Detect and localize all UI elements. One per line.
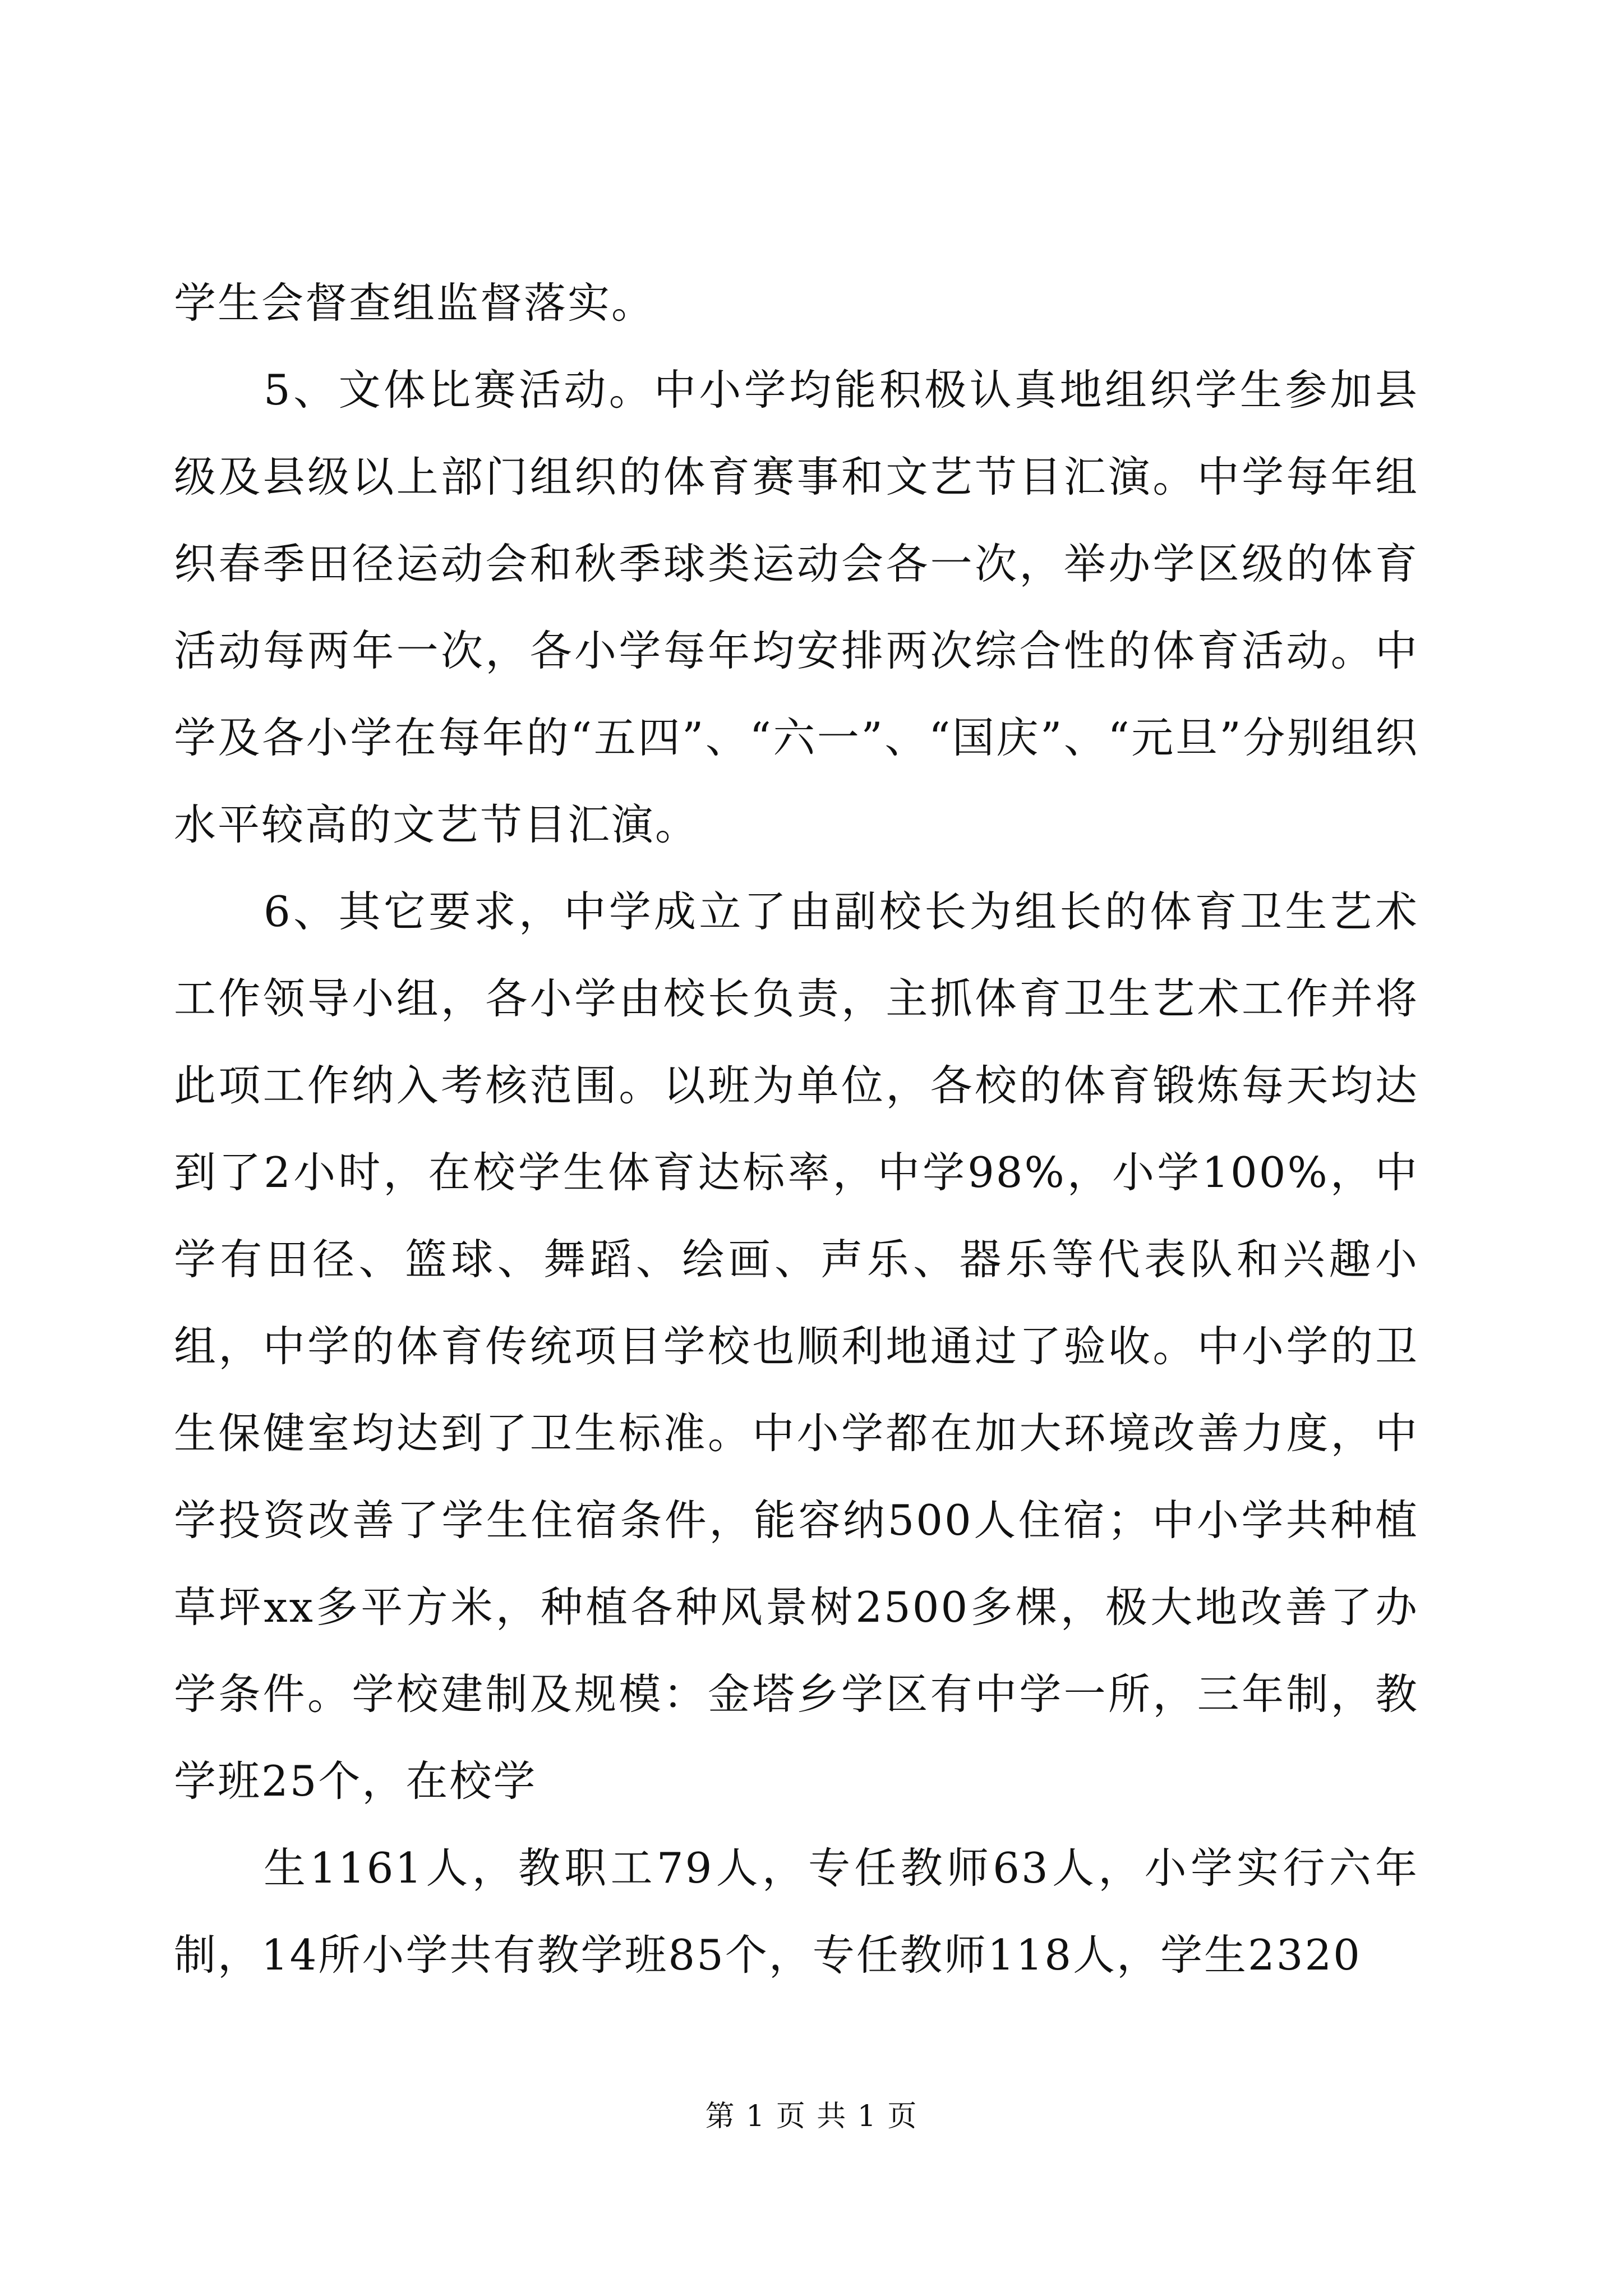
- paragraph-school-scale: 生1161人，教职工79人，专任教师63人，小学实行六年制，14所小学共有教学班85个，专任教师118人，学生2320: [174, 1843, 1419, 1980]
- paragraph-continuation: 学生会督查组监督落实。: [174, 278, 656, 328]
- paragraph-6-other-requirements: 6、其它要求，中学成立了由副校长为组长的体育卫生艺术工作领导小组，各小学由校长负责，主抓体育卫生艺术工作并将此项工作纳入考核范围。以班为单位，各校的体育锻炼每天均达到了2小时，在校学生体育达标率，中学98%，小学100%，中学有田径、篮球、舞蹈、绘画、声乐、器乐等代表队和兴趣小组，中学的体育传统项目学校也顺利地通过了验收。中小学的卫生保健室均达到了卫生标准。中小学都在加大环境改善力度，中学投资改善了学生住宿条件，能容纳500人住宿；中小学共种植草坪xx多平方米，种植各种风景树2500多棵，极大地改善了办学条件。学校建制及规模：金塔乡学区有中学一所，三年制，教学班25个，在校学: [174, 887, 1419, 1806]
- paragraph-5-sports-arts-competitions: 5、文体比赛活动。中小学均能积极认真地组织学生参加县级及县级以上部门组织的体育赛事和文艺节目汇演。中学每年组织春季田径运动会和秋季球类运动会各一次，举办学区级的体育活动每两年一次，各小学每年均安排两次综合性的体育活动。中学及各小学在每年的“五四”、“六一”、“国庆”、“元旦”分别组织水平较高的文艺节目汇演。: [174, 365, 1419, 849]
- document-body: [174, 260, 1419, 1999]
- page-footer: 第 1 页 共 1 页: [705, 2100, 918, 2133]
